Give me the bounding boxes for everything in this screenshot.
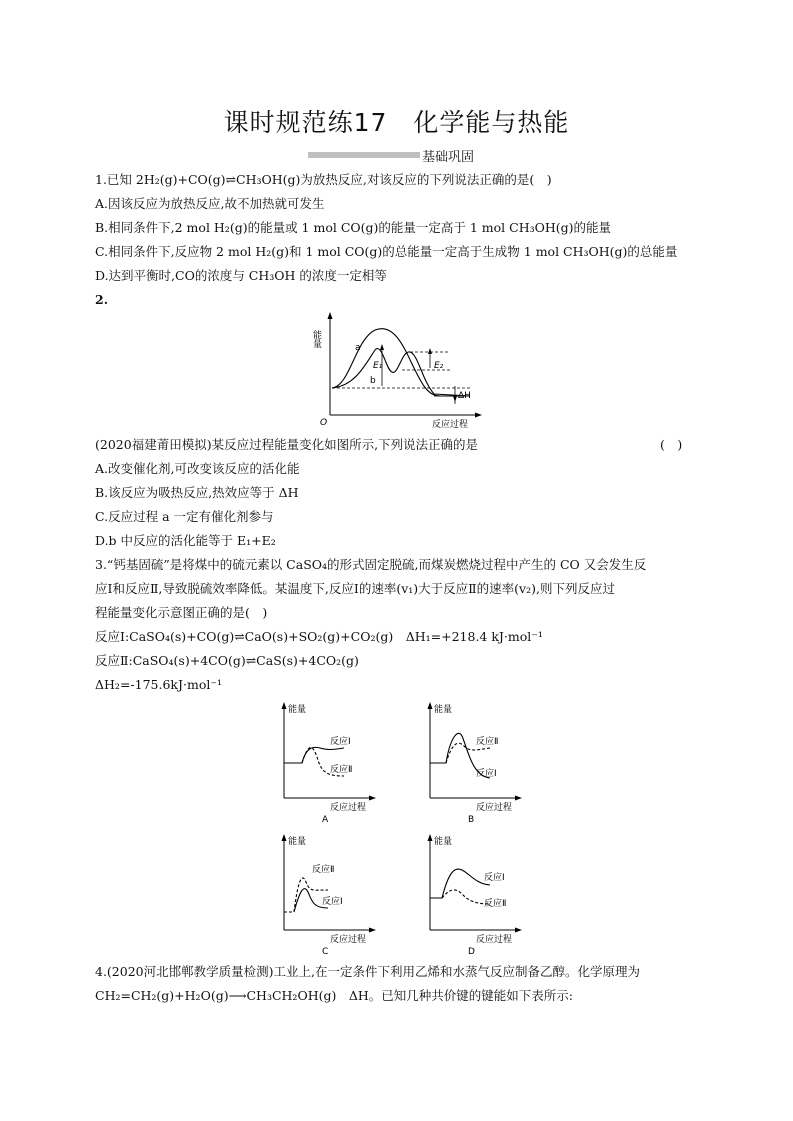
q1-option-b: B.相同条件下,2 mol H₂(g)的能量或 1 mol CO(g)的能量一定高于 1 mol CH₃OH(g)的能量 [95,220,612,235]
q2-label-e2: E₂ [434,361,444,371]
page-title: 课时规范练17 化学能与热能 [223,108,570,137]
q2-number: 2. [95,292,109,307]
q3-graph-a-label-r1: 反应Ⅰ [330,737,351,747]
q3-graph-d-caption: D [468,947,475,957]
q2-label-a: a [355,343,361,353]
q3-graph-c [272,830,382,958]
q3-reaction1: 反应Ⅰ:CaSO₄(s)+CO(g)⇌CaO(s)+SO₂(g)+CO₂(g) ΔH₁=+218.4 kJ·mol⁻¹ [95,629,543,644]
q3-graph-c-ylabel: 能量 [288,837,307,847]
q3-graph-b-caption: B [468,815,475,825]
q2-stem: (2020福建莆田模拟)某反应过程能量变化如图所示,下列说法正确的是 [95,437,479,452]
q3-graph-d [418,830,528,958]
q3-line1: 3.“钙基固硫”是将煤中的硫元素以 CaSO₄的形式固定脱硫,而煤炭燃烧过程中产生的 CO 又会发生反 [95,557,647,572]
q1-stem: 1.已知 2H₂(g)+CO(g)⇌CH₃OH(g)为放热反应,对该反应的下列说法正确的是( ) [95,172,552,187]
q3-graph-b-label-r2: 反应Ⅱ [476,737,499,747]
q2-label-dh: ΔH [458,391,471,401]
q3-graph-a-ylabel: 能量 [288,705,307,715]
q2-option-a: A.改变催化剂,可改变该反应的活化能 [95,461,300,476]
q1-option-d: D.达到平衡时,CO的浓度与 CH₃OH 的浓度一定相等 [95,268,387,283]
q3-graph-a-caption: A [322,815,329,825]
q3-graph-d-ylabel: 能量 [434,837,453,847]
q2-origin: O [320,418,328,428]
q3-line2: 应Ⅰ和反应Ⅱ,导致脱硫效率降低。某温度下,反应Ⅰ的速率(v₁)大于反应Ⅱ的速率(v₂),则下列反应过 [95,581,615,596]
q3-graph-c-xlabel: 反应过程 [330,935,367,945]
q2-option-d: D.b 中反应的活化能等于 E₁+E₂ [95,533,276,548]
q4-line2: CH₂=CH₂(g)+H₂O(g)⟶CH₃CH₂OH(g) ΔH。已知几种共价键的键能如下表所示: [95,988,573,1003]
q3-graph-c-label-r1: 反应Ⅰ [322,897,343,907]
q1-option-a: A.因该反应为放热反应,故不加热就可发生 [95,196,325,211]
q3-graph-d-label-r1: 反应Ⅰ [484,873,505,883]
q3-graph-b-ylabel: 能量 [434,705,453,715]
q3-graph-b-xlabel: 反应过程 [476,803,513,813]
q3-graph-c-caption: C [322,947,329,957]
q2-answer-paren: ( ) [660,437,683,452]
q2-energy-diagram [310,310,490,435]
q3-graph-a-xlabel: 反应过程 [330,803,367,813]
q3-graph-a-label-r2: 反应Ⅱ [330,765,353,775]
q3-reaction2: 反应Ⅱ:CaSO₄(s)+4CO(g)⇌CaS(s)+4CO₂(g) [95,653,359,668]
q2-option-b: B.该反应为吸热反应,热效应等于 ΔH [95,485,299,500]
section-heading: 基础巩固 [422,150,475,165]
q3-reaction2-dh: ΔH₂=-175.6kJ·mol⁻¹ [95,677,222,692]
q3-graph-b [418,698,528,826]
q3-graph-c-label-r2: 反应Ⅱ [312,865,335,875]
q1-option-c: C.相同条件下,反应物 2 mol H₂(g)和 1 mol CO(g)的总能量一定高于生成物 1 mol CH₃OH(g)的总能量 [95,244,678,259]
q2-label-b: b [370,376,376,386]
q3-graph-d-xlabel: 反应过程 [476,935,513,945]
q4-line1: 4.(2020河北邯郸教学质量检测)工业上,在一定条件下利用乙烯和水蒸气反应制备乙醇。化学原理为 [95,964,640,979]
q3-graph-d-label-r2: 反应Ⅱ [484,899,507,909]
q3-graph-a [272,698,382,826]
q3-graph-b-label-r1: 反应Ⅰ [476,769,497,779]
q2-label-e1: E₁ [373,361,383,371]
q2-ylabel: 能量 [311,330,321,348]
q2-xlabel: 反应过程 [432,420,469,430]
q2-option-c: C.反应过程 a 一定有催化剂参与 [95,509,274,524]
q3-line3: 程能量变化示意图正确的是( ) [95,605,268,620]
section-bar [308,152,420,158]
